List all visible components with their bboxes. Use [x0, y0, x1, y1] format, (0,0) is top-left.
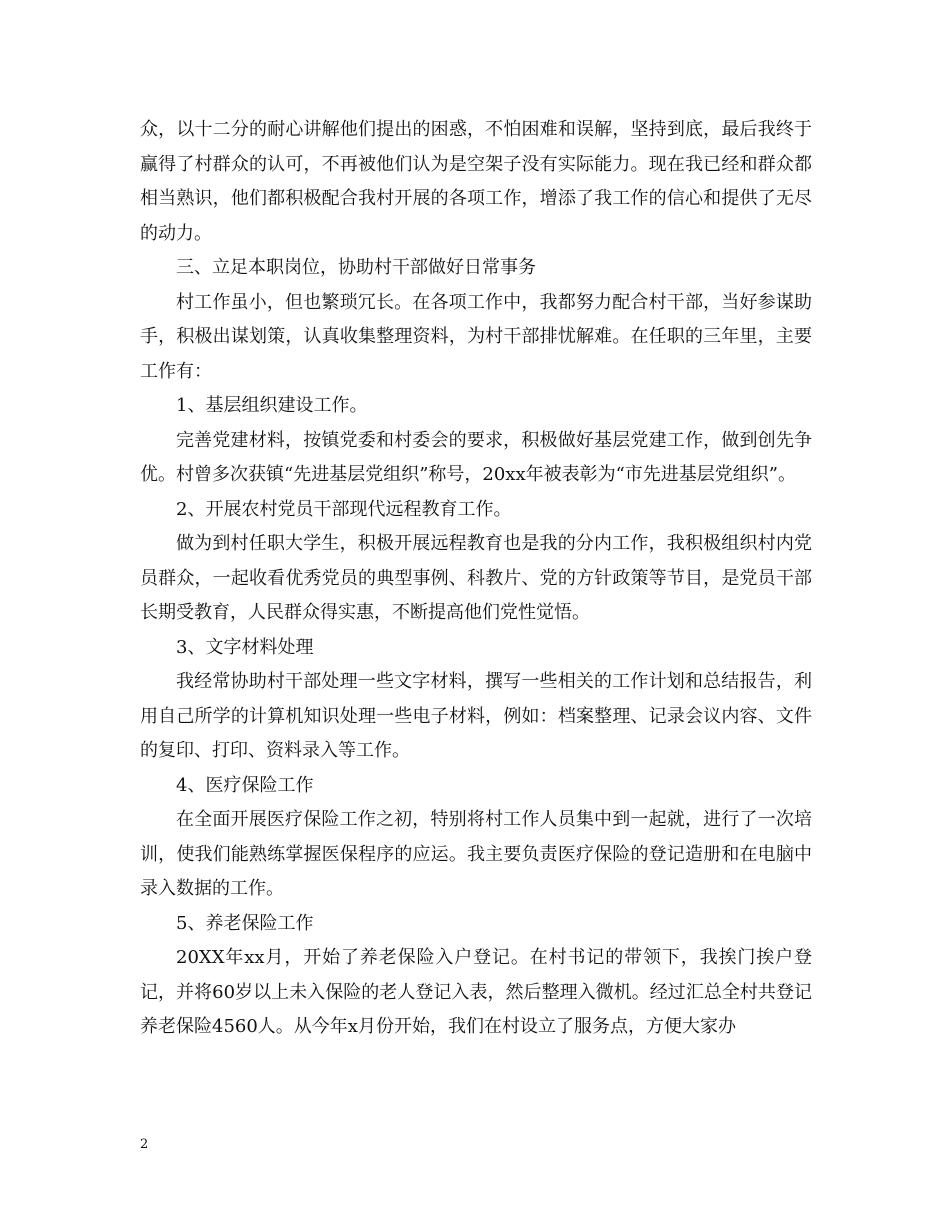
- paragraph-remote-education: 做为到村任职大学生，积极开展远程教育也是我的分内工作，我积极组织村内党员群众，一起收看优秀党员的典型事例、科教片、党的方针政策等节目，是党员干部长期受教育，人民群众得实惠，不断提高他们党性觉悟。: [140, 533, 812, 623]
- item-heading-2: 2、开展农村党员干部现代远程教育工作。: [176, 498, 512, 520]
- paragraph-text-materials: 我经常协助村干部处理一些文字材料，撰写一些相关的工作计划和总结报告，利用自己所学的计算机知识处理一些电子材料，例如：档案整理、记录会议内容、文件的复印、打印、资料录入等工作。: [140, 671, 812, 761]
- document-body: [140, 113, 812, 1045]
- paragraph-pension-insurance: 20XX年xx月，开始了养老保险入户登记。在村书记的带领下，我挨门挨户登记，并将60岁以上未入保险的老人登记入表，然后整理入微机。经过汇总全村共登记养老保险4560人。从今年x月份开始，我们在村设立了服务点，方便大家办: [140, 947, 812, 1037]
- page-number: 2: [140, 1137, 149, 1152]
- paragraph-party-building: 完善党建材料，按镇党委和村委会的要求，积极做好基层党建工作，做到创先争优。村曾多次获镇“先进基层党组织”称号，20xx年被表彰为“市先进基层党组织”。: [140, 429, 812, 485]
- item-heading-4: 4、医疗保险工作: [176, 774, 314, 796]
- item-heading-3: 3、文字材料处理: [176, 636, 314, 658]
- item-heading-5: 5、养老保险工作: [176, 912, 314, 934]
- paragraph-continuation: 众，以十二分的耐心讲解他们提出的困惑，不怕困难和误解，坚持到底，最后我终于赢得了村群众的认可，不再被他们认为是空架子没有实际能力。现在我已经和群众都相当熟识，他们都积极配合我村开展的各项工作，增添了我工作的信心和提供了无尽的动力。: [140, 119, 812, 244]
- item-heading-1: 1、基层组织建设工作。: [176, 395, 368, 416]
- paragraph-village-work: 村工作虽小，但也繁琐冗长。在各项工作中，我都努力配合村干部，当好参谋助手，积极出谋划策，认真收集整理资料，为村干部排忧解难。在任职的三年里，主要工作有：: [140, 291, 812, 382]
- paragraph-medical-insurance: 在全面开展医疗保险工作之初，特别将村工作人员集中到一起就，进行了一次培训，使我们能熟练掌握医保程序的应运。我主要负责医疗保险的登记造册和在电脑中录入数据的工作。: [140, 809, 812, 899]
- section-heading-3: 三、立足本职岗位，协助村干部做好日常事务: [176, 257, 536, 278]
